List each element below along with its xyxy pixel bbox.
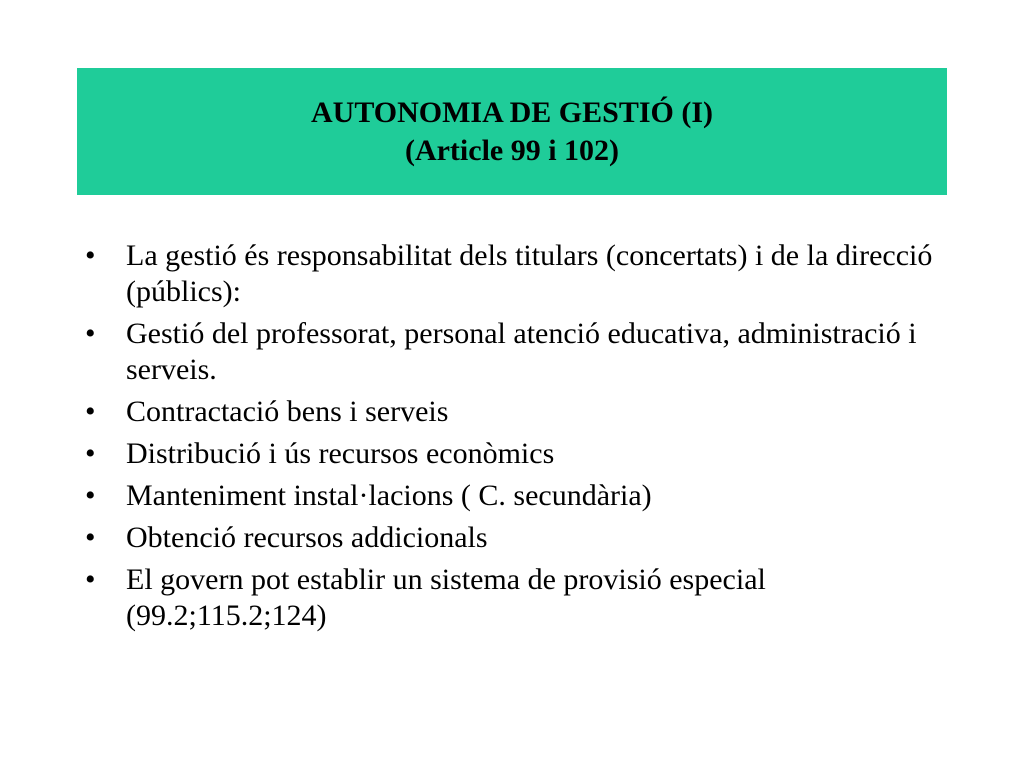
list-item [85, 520, 945, 556]
bullet-text: El govern pot establir un sistema de provisió especial (99.2;115.2;124) [126, 563, 766, 632]
list-item [85, 562, 945, 634]
title-banner [77, 68, 947, 195]
bullet-icon: • [85, 563, 96, 596]
slide-subtitle: (Article 99 i 102) [404, 133, 620, 167]
bullet-text: Gestió del professorat, personal atenció educativa, administració i serveis. [126, 317, 917, 386]
slide-title: AUTONOMIA DE GESTIÓ (I) [310, 95, 713, 129]
bullet-icon: • [85, 521, 96, 554]
bullet-text: Distribució i ús recursos econòmics [126, 437, 555, 470]
bullet-text: Manteniment instal·lacions ( C. secundària) [126, 479, 652, 512]
bullet-icon: • [85, 239, 96, 272]
bullet-list [85, 238, 945, 640]
bullet-text: Contractació bens i serveis [126, 395, 449, 428]
list-item [85, 478, 945, 514]
bullet-text: La gestió és responsabilitat dels titulars (concertats) i de la direcció (públics): [126, 239, 933, 308]
bullet-icon: • [85, 437, 96, 470]
bullet-icon: • [85, 479, 96, 512]
list-item [85, 436, 945, 472]
list-item [85, 394, 945, 430]
bullet-icon: • [85, 317, 96, 350]
list-item [85, 238, 945, 310]
bullet-icon: • [85, 395, 96, 428]
bullet-text: Obtenció recursos addicionals [126, 521, 488, 554]
list-item [85, 316, 945, 388]
